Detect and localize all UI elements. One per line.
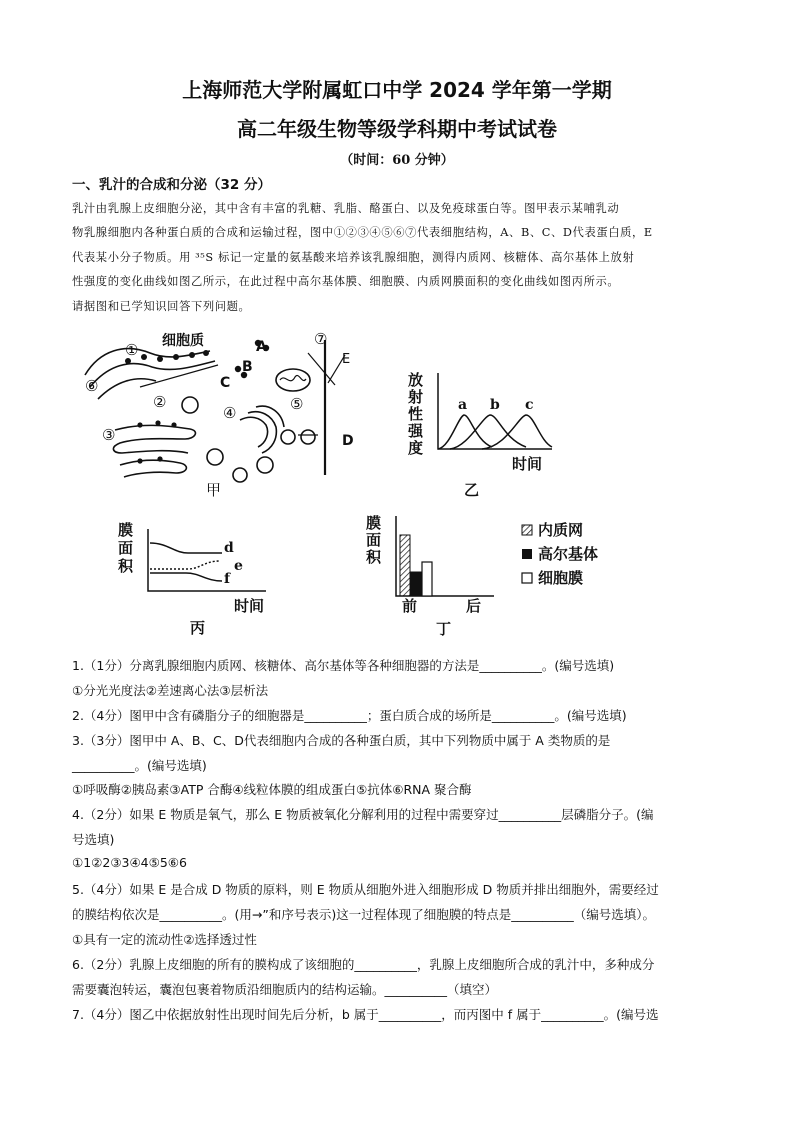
curve-label-d: d	[224, 540, 234, 556]
question-1-options: ①分光光度法②差速离心法③层析法	[72, 683, 269, 698]
legend-label-membrane: 细胞膜	[538, 569, 584, 587]
y-axis-label-char: 积	[118, 557, 134, 575]
protein-label-c: C	[220, 375, 231, 391]
curve-b	[450, 415, 526, 449]
exam-title-course: 高二年级生物等级学科期中考试试卷	[237, 117, 557, 141]
protein-label-b: B	[242, 359, 253, 375]
curve-f	[150, 573, 222, 581]
curve-label-f: f	[224, 571, 231, 587]
figure-bing-membrane-area-chart	[116, 515, 306, 637]
bar-cell-membrane	[422, 562, 432, 596]
y-axis-label-char: 射	[408, 388, 424, 406]
structure-label-5: ⑤	[290, 395, 304, 413]
legend-swatch-er	[522, 525, 532, 535]
legend-swatch-membrane	[522, 573, 532, 583]
section-heading: 一、乳汁的合成和分泌（32 分）	[72, 177, 271, 193]
question-5-cont: 的膜结构依次是__________。(用→”和序号表示)这一过程体现了细胞膜的特点是__________（编号选填）。	[72, 907, 655, 922]
structure-label-7: ⑦	[314, 330, 328, 348]
intro-line: 物乳腺细胞内各种蛋白质的合成和运输过程，图中①②③④⑤⑥⑦代表细胞结构，A、B、C、D代表蛋白质，E	[72, 226, 653, 239]
legend-label-er: 内质网	[538, 521, 584, 539]
question-3-cont: __________。(编号选填)	[72, 758, 207, 773]
y-axis-label-char: 强	[408, 422, 424, 440]
substance-label-e: E	[342, 352, 351, 367]
cytoplasm-label: 细胞质	[162, 333, 204, 349]
bar-golgi	[411, 572, 421, 596]
exam-title-school: 上海师范大学附属虹口中学 2024 学年第一学期	[182, 78, 612, 102]
question-3: 3.（3分）图甲中 A、B、C、D代表细胞内合成的各种蛋白质，其中下列物质中属于 A 类物质的是	[72, 733, 611, 748]
question-3-options: ①呼吸酶②胰岛素③ATP 合酶④线粒体膜的组成蛋白⑤抗体⑥RNA 聚合酶	[72, 782, 472, 797]
curve-d	[150, 543, 222, 553]
question-2: 2.（4分）图甲中含有磷脂分子的细胞器是__________；蛋白质合成的场所是__________。(编号选填)	[72, 708, 627, 723]
question-5: 5.（4分）如果 E 是合成 D 物质的原料，则 E 物质从细胞外进入细胞形成 D 物质并排出细胞外，需要经过	[72, 882, 659, 897]
y-axis-label-char: 膜	[366, 514, 382, 532]
legend-swatch-golgi	[522, 549, 532, 559]
x-axis-label: 时间	[234, 597, 265, 615]
y-axis-label-char: 性	[408, 405, 424, 423]
intro-line: 乳汁由乳腺上皮细胞分泌，其中含有丰富的乳糖、乳脂、酪蛋白、以及免疫球蛋白等。图甲表示某哺乳动	[72, 202, 620, 215]
bar-er	[400, 535, 410, 596]
question-6-cont: 需要囊泡转运，囊泡包裹着物质沿细胞质内的结构运输。__________（填空）	[72, 982, 498, 997]
question-1: 1.（1分）分离乳腺细胞内质网、核糖体、高尔基体等各种细胞器的方法是__________。(编号选填)	[72, 658, 615, 673]
y-axis-label-char: 面	[366, 531, 382, 549]
figure-jia-cell-diagram	[80, 325, 370, 500]
figure-yi-radioactivity-chart	[402, 365, 582, 500]
figure-caption-yi: 乙	[464, 481, 480, 499]
figure-caption-jia: 甲	[206, 481, 222, 499]
figure-caption-bing: 丙	[190, 619, 206, 637]
structure-label-1: ①	[125, 341, 139, 359]
question-6: 6.（2分）乳腺上皮细胞的所有的膜构成了该细胞的__________，乳腺上皮细胞所合成的乳汁中，多种成分	[72, 957, 655, 972]
curve-label-e: e	[234, 558, 243, 574]
curve-label-c: c	[525, 397, 534, 413]
y-axis-label-char: 面	[118, 539, 134, 557]
structure-label-6: ⑥	[85, 377, 99, 395]
question-4: 4.（2分）如果 E 物质是氧气，那么 E 物质被氧化分解利用的过程中需要穿过__________层磷脂分子。(编	[72, 807, 654, 822]
question-7: 7.（4分）图乙中依据放射性出现时间先后分析，b 属于__________，而丙图中 f 属于__________。(编号选	[72, 1007, 659, 1022]
y-axis-label-char: 膜	[118, 521, 134, 539]
protein-label-d: D	[342, 433, 354, 449]
curve-label-b: b	[490, 397, 500, 413]
legend-label-golgi: 高尔基体	[538, 545, 599, 563]
protein-label-a: A	[256, 339, 267, 355]
question-4-cont: 号选填)	[72, 832, 115, 847]
intro-line: 请据图和已学知识回答下列问题。	[72, 300, 251, 313]
structure-label-2: ②	[153, 393, 167, 411]
y-axis-label-char: 积	[366, 548, 382, 566]
curve-c	[482, 415, 552, 449]
structure-label-3: ③	[102, 426, 116, 444]
figure-ding-membrane-bar-chart	[364, 510, 634, 640]
curve-e	[150, 561, 220, 569]
intro-line: 性强度的变化曲线如图乙所示，在此过程中高尔基体膜、细胞膜、内质网膜面积的变化曲线如图丙所示。	[72, 275, 620, 288]
x-tick-before: 前	[402, 597, 418, 615]
exam-duration: （时间：60 分钟）	[340, 153, 454, 168]
y-axis-label-char: 放	[408, 371, 424, 389]
curve-label-a: a	[458, 397, 468, 413]
figure-caption-ding: 丁	[436, 620, 452, 638]
question-4-options: ①1②2③3④4⑤5⑥6	[72, 855, 187, 870]
structure-label-4: ④	[223, 404, 237, 422]
x-tick-after: 后	[466, 597, 482, 615]
question-5-options: ①具有一定的流动性②选择透过性	[72, 932, 257, 947]
intro-line: 代表某小分子物质。用 ³⁵S 标记一定量的氨基酸来培养该乳腺细胞，测得内质网、核糖体、高尔基体上放射	[72, 251, 635, 264]
x-axis-label: 时间	[512, 455, 543, 473]
y-axis-label-char: 度	[408, 439, 424, 457]
